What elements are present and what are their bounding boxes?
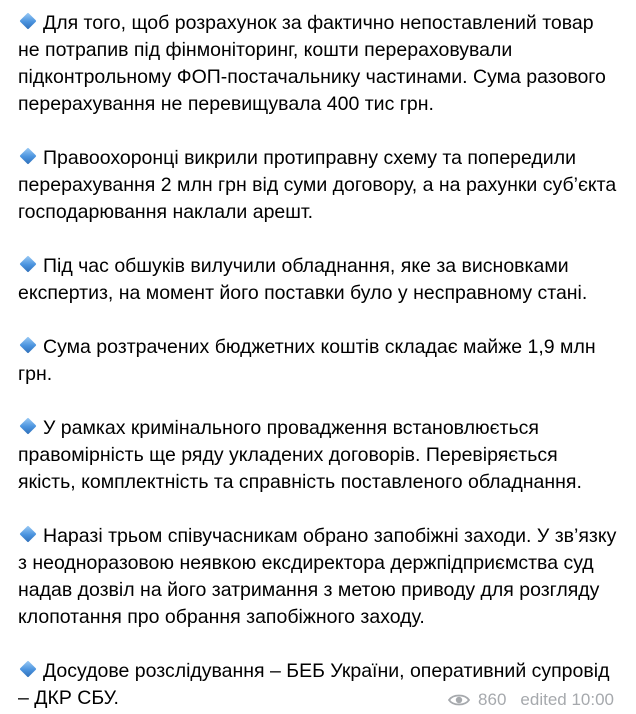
paragraph-text: Правоохоронці викрили протиправну схему та попередили перерахування 2 млн грн від суми договору, а на рахунки суб’єкта господарювання наклали арешт. bbox=[18, 147, 617, 223]
blue-diamond-icon bbox=[20, 148, 37, 165]
message-meta bbox=[448, 690, 614, 710]
message-paragraph-3 bbox=[18, 253, 618, 307]
paragraph-text: Для того, щоб розрахунок за фактично непоставлений товар не потрапив під фінмоніторинг, кошти перераховували підконтрольному ФОП-постачальнику частинами. Сума разового перерахування не перевищувала 400 тис грн. bbox=[18, 12, 606, 115]
eye-icon bbox=[448, 693, 470, 707]
blue-diamond-icon bbox=[20, 337, 37, 354]
message-paragraph-6 bbox=[18, 523, 618, 631]
message-paragraph-5 bbox=[18, 415, 618, 496]
paragraph-text: Під час обшуків вилучили обладнання, яке за висновками експертиз, на момент його поставки було у несправному стані. bbox=[18, 255, 588, 304]
paragraph-text: Наразі трьом співучасникам обрано запобіжні заходи. У зв’язку з неодноразовою неявкою ексдиректора держпідприємства суд надав дозвіл на його затримання з метою приводу для розгляду клопотання про обрання запобіжного заходу. bbox=[18, 525, 617, 628]
message-paragraph-4 bbox=[18, 334, 618, 388]
blue-diamond-icon bbox=[20, 661, 37, 678]
blue-diamond-icon bbox=[20, 418, 37, 435]
paragraph-text: Сума розтрачених бюджетних коштів складає майже 1,9 млн грн. bbox=[18, 336, 596, 385]
edited-timestamp: edited 10:00 bbox=[520, 690, 614, 709]
blue-diamond-icon bbox=[20, 13, 37, 30]
view-count: 860 bbox=[478, 690, 507, 709]
blue-diamond-icon bbox=[20, 526, 37, 543]
message-paragraph-2 bbox=[18, 145, 618, 226]
paragraph-text: У рамках кримінального провадження встановлюється правомірність ще ряду укладених договорів. Перевіряється якість, комплектність та справність поставленого обладнання. bbox=[18, 417, 582, 493]
blue-diamond-icon bbox=[20, 256, 37, 273]
paragraph-text: Досудове розслідування – БЕБ України, оперативний супровід – ДКР СБУ. bbox=[18, 660, 610, 709]
message-paragraph-1 bbox=[18, 10, 618, 118]
